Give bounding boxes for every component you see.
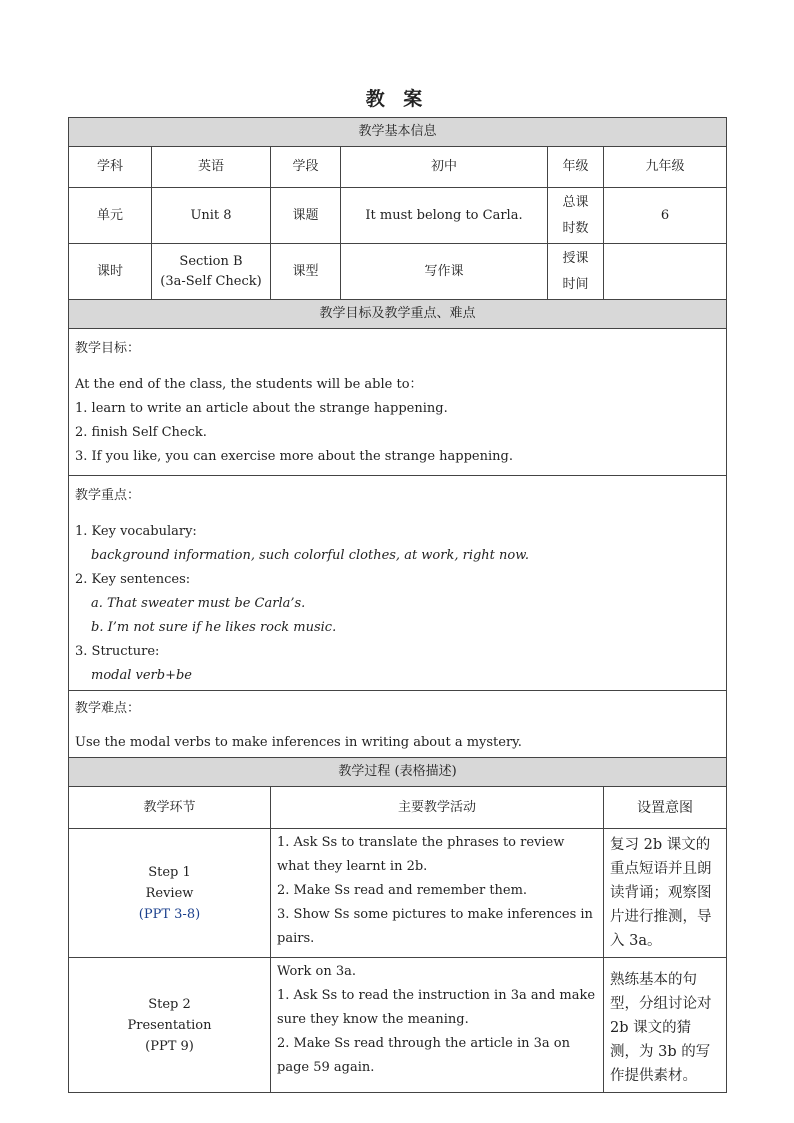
goals-intro: At the end of the class, the students will be able to：	[75, 377, 423, 392]
difficulty-cell	[69, 691, 727, 758]
key-points-title: 教学重点：	[75, 488, 141, 503]
topic-label: 课题	[271, 188, 341, 244]
col-activity-header: 主要教学活动	[271, 787, 604, 829]
step-number: Step 2	[148, 996, 191, 1012]
stage-label: 学段	[271, 147, 341, 188]
teach-time-label-line-1: 授课	[562, 250, 589, 266]
stage-value: 初中	[341, 147, 548, 188]
lesson-plan-table	[68, 117, 727, 1093]
process-header: 教学过程 (表格描述)	[69, 758, 727, 787]
intent-cell: 熟练基本的句型，分组讨论对 2b 课文的猜测，为 3b 的写作提供素材。	[604, 958, 727, 1093]
total-hours-label	[548, 188, 604, 244]
subject-value: 英语	[152, 147, 271, 188]
basic-info-row-1	[69, 147, 727, 188]
goal-item: 1. learn to write an article about the strange happening.	[75, 401, 448, 416]
difficulty-text: Use the modal verbs to make inferences in writing about a mystery.	[75, 735, 522, 750]
process-step-row	[69, 958, 727, 1093]
period-value	[152, 244, 271, 300]
goal-item: 2. finish Self Check.	[75, 425, 207, 440]
key-vocab: background information, such colorful clothes, at work, right now.	[91, 548, 529, 563]
process-step-row	[69, 829, 727, 958]
step-ppt: (PPT 3-8)	[138, 906, 201, 922]
step-ppt: (PPT 9)	[145, 1038, 194, 1054]
activity-item: 1. Ask Ss to read the instruction in 3a and make sure they know the meaning.	[277, 988, 596, 1027]
grade-value: 九年级	[604, 147, 727, 188]
activity-item: 1. Ask Ss to translate the phrases to review what they learnt in 2b.	[277, 835, 565, 874]
activity-item: Work on 3a.	[277, 964, 357, 979]
process-header-row	[69, 758, 727, 787]
step-number: Step 1	[148, 864, 191, 880]
period-value-line-2: (3a-Self Check)	[160, 273, 262, 289]
goal-item: 3. If you like, you can exercise more about the strange happening.	[75, 449, 513, 464]
type-value: 写作课	[341, 244, 548, 300]
activity-cell	[271, 829, 604, 958]
total-hours-label-line-2: 时数	[562, 220, 589, 236]
structure: modal verb+be	[91, 668, 192, 683]
unit-label: 单元	[69, 188, 152, 244]
basic-info-header: 教学基本信息	[69, 118, 727, 147]
activity-item: 3. Show Ss some pictures to make inferences in pairs.	[277, 907, 593, 946]
activity-item: 2. Make Ss read through the article in 3a on page 59 again.	[277, 1036, 571, 1075]
difficulty-title: 教学难点：	[75, 701, 141, 716]
difficulty-row	[69, 691, 727, 758]
key-vocab-label: 1. Key vocabulary:	[75, 524, 197, 539]
basic-info-row-3	[69, 244, 727, 300]
objectives-header: 教学目标及教学重点、难点	[69, 300, 727, 329]
document-title: 教 案	[365, 88, 429, 110]
key-sentence-b: b. I’m not sure if he likes rock music.	[91, 620, 337, 635]
process-columns-row	[69, 787, 727, 829]
col-intent-header: 设置意图	[604, 787, 727, 829]
key-points-cell	[69, 476, 727, 691]
basic-info-row-2	[69, 188, 727, 244]
unit-value: Unit 8	[152, 188, 271, 244]
total-hours-label-line-1: 总课	[562, 194, 589, 210]
objectives-header-row	[69, 300, 727, 329]
goals-row	[69, 329, 727, 476]
teach-time-label-line-2: 时间	[562, 276, 589, 292]
topic-value: It must belong to Carla.	[341, 188, 548, 244]
type-label: 课型	[271, 244, 341, 300]
total-hours-value: 6	[604, 188, 727, 244]
period-value-line-1: Section B	[179, 253, 243, 269]
teach-time-value	[604, 244, 727, 300]
key-points-row	[69, 476, 727, 691]
basic-info-header-row	[69, 118, 727, 147]
structure-label: 3. Structure:	[75, 644, 160, 659]
goals-cell	[69, 329, 727, 476]
activity-cell	[271, 958, 604, 1093]
period-label: 课时	[69, 244, 152, 300]
teach-time-label	[548, 244, 604, 300]
step-name: Review	[145, 885, 194, 901]
key-sentences-label: 2. Key sentences:	[75, 572, 191, 587]
key-sentence-a: a. That sweater must be Carla’s.	[91, 596, 306, 611]
subject-label: 学科	[69, 147, 152, 188]
step-name: Presentation	[127, 1017, 212, 1033]
col-step-header: 教学环节	[69, 787, 271, 829]
grade-label: 年级	[548, 147, 604, 188]
step-cell	[69, 829, 271, 958]
intent-cell: 复习 2b 课文的重点短语并且朗读背诵；观察图片进行推测，导入 3a。	[604, 829, 727, 958]
activity-item: 2. Make Ss read and remember them.	[277, 883, 528, 898]
step-cell	[69, 958, 271, 1093]
goals-title: 教学目标：	[75, 341, 141, 356]
